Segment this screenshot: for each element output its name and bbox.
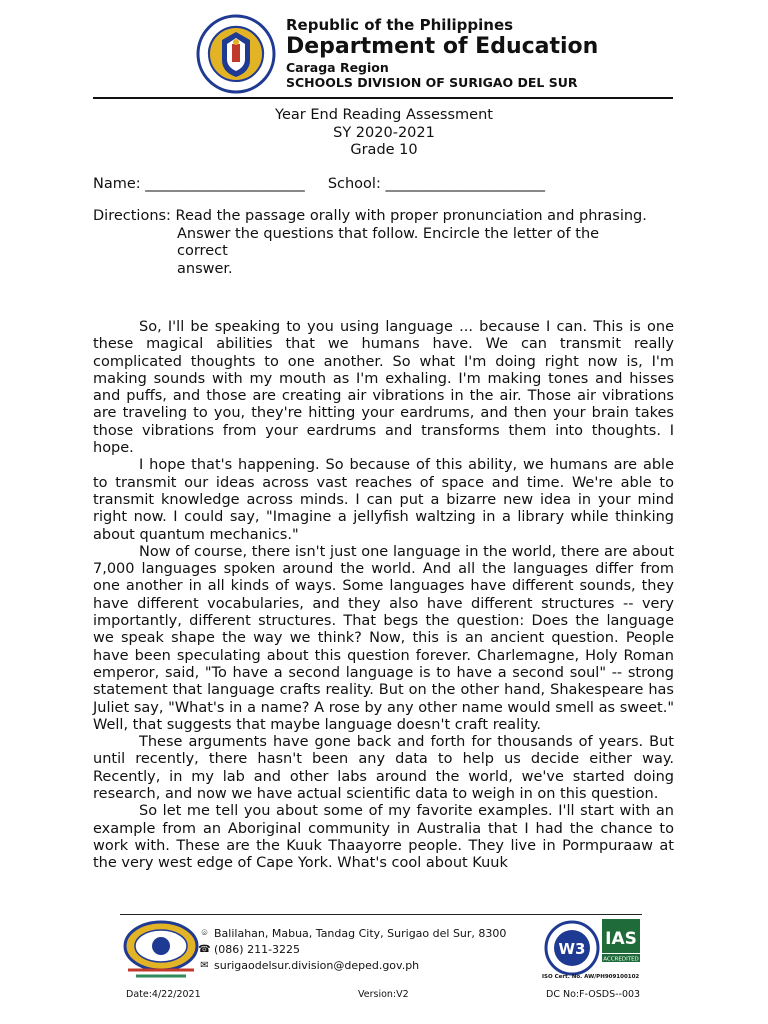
email-row[interactable] [198,958,506,974]
location-pin-icon: ⌾ [201,928,208,939]
assessment-title [0,107,768,160]
deped-seal-logo [196,14,276,94]
republic-label: Republic of the Philippines [286,16,514,34]
title-line-1: Year End Reading Assessment [275,107,493,123]
passage-paragraph: I hope that's happening. So because of this ability, we humans are able to transmit our ideas across vast reaches of space and time. We're able to transmit knowledge across minds. I can put a bizarre new idea in your mind right now. I could say, "Imagine a jellyfish waltzing in a library while thinking about quantum mechanics." [93,457,674,543]
header-text [286,16,706,90]
division-label: SCHOOLS DIVISION OF SURIGAO DEL SUR [286,75,578,90]
document-date: Date:4/22/2021 [126,989,201,1000]
address-row [198,926,506,942]
directions-line-3: answer. [177,260,233,277]
iso-certification-logo [543,920,601,976]
email-icon: ✉ [200,960,209,971]
title-line-3: Grade 10 [350,142,418,158]
document-number: DC No:F-OSDS--003 [546,989,641,1000]
passage-paragraph: So let me tell you about some of my favorite examples. I'll start with an example from an Aboriginal community in Australia that I had the chance to work with. These are the Kuuk Thaayorre people. They live in Pormpuraaw at the very west edge of Cape York. What's cool about Kuuk [93,803,674,872]
deped-footer-logo [122,920,200,982]
name-school-fields[interactable]: Name: ______________________ School: ______________________ [93,176,545,192]
region-label: Caraga Region [286,60,389,75]
phone-row [198,942,506,958]
iso-cert-number: ISO Cert. No. AW/PH909100102 [542,974,640,980]
footer-divider [120,914,642,915]
phone-text: (086) 211-3225 [214,943,301,956]
directions-line-2: Answer the questions that follow. Encircle the letter of the correct [177,225,600,259]
passage-paragraph: So, I'll be speaking to you using language ... because I can. This is one these magical abilities that we humans have. We can transmit really complicated thoughts to one another. So what I'm doing right now is, I'm making sounds with my mouth as I'm exhaling. I'm making tones and hisses and puffs, and those are creating air vibrations in the air. Those air vibrations are traveling to you, they're hitting your eardrums, and then your brain takes those vibrations from your eardrums and transforms them into thoughts. I hope. [93,319,674,457]
passage-paragraph: Now of course, there isn't just one language in the world, there are about 7,000 languages spoken around the world. And all the languages differ from one another in all kinds of ways. Some languages have different sounds, they have different vocabularies, and they also have different structures -- very importantly, different structures. That begs the question: Does the language we speak shape the way we think? Now, this is an ancient question. People have been speculating about this question forever. Charlemagne, Holy Roman emperor, said, "To have a second language is to have a second soul" -- strong statement that language crafts reality. But on the other hand, Shakespeare has Juliet say, "What's in a name? A rose by any other name would smell as sweet." Well, that suggests that maybe language doesn't craft reality. [93,543,674,733]
title-line-2: SY 2020-2021 [333,124,435,141]
svg-text:W3: W3 [558,940,586,958]
document-version: Version:V2 [358,989,409,1000]
passage-paragraph: These arguments have gone back and forth for thousands of years. But until recently, there hasn't been any data to help us decide either way. Recently, in my lab and other labs around the world, we've started doing research, and now we have actual scientific data to weigh in on this question. [93,734,674,803]
ias-accreditation-logo [601,918,641,974]
ias-label: IAS [605,929,637,949]
directions-line-1: Directions: Read the passage orally with proper pronunciation and phrasing. [93,208,647,224]
address-text: Balilahan, Mabua, Tandag City, Surigao del Sur, 8300 [214,927,507,940]
ias-sub: ACCREDITED [603,956,639,963]
email-text[interactable]: surigaodelsur.division@deped.gov.ph [214,959,420,972]
contact-info [198,926,506,974]
directions [93,208,653,278]
phone-icon: ☎ [198,944,211,955]
department-title: Department of Education [286,34,599,59]
reading-passage [93,319,674,873]
header-divider [93,97,673,99]
